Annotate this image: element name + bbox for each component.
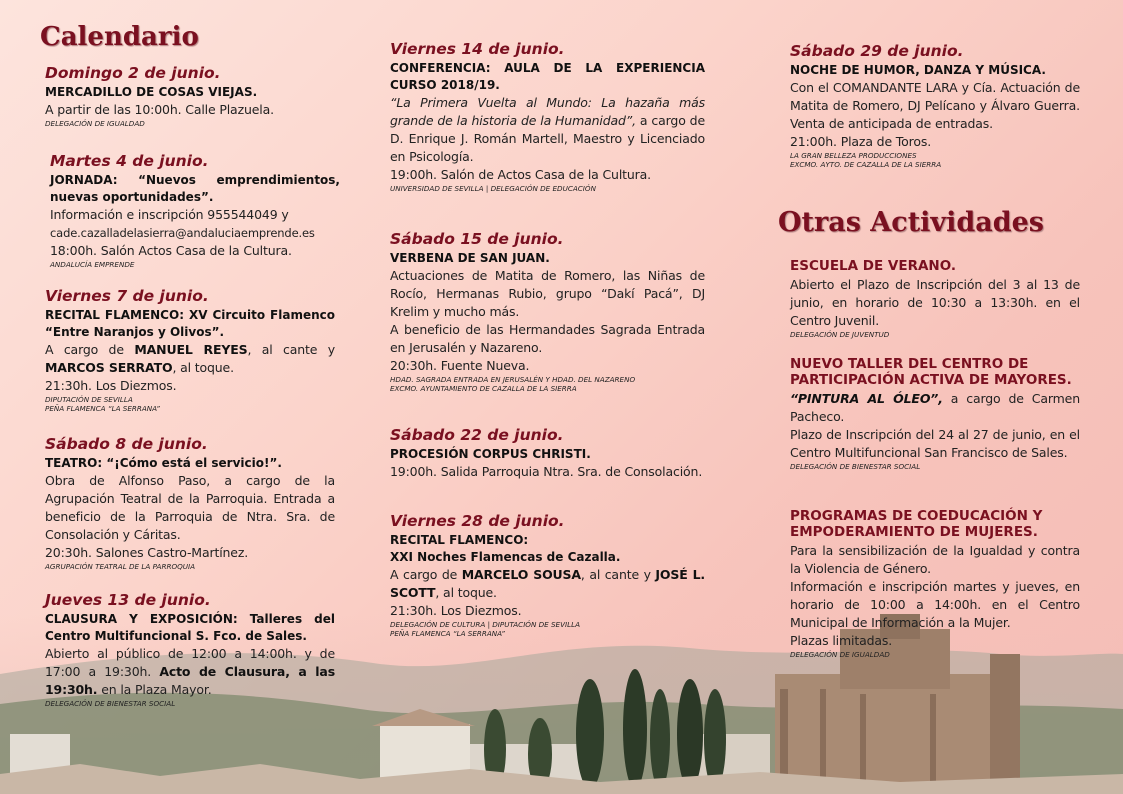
event-details: Información e inscripción 955544049 y: [50, 207, 289, 222]
text-run: a cargo de D. Enrique J. Román Martell, Maestro y Licenciado en Psicología.: [390, 113, 705, 164]
event-time-place: 21:30h. Los Diezmos.: [390, 603, 522, 618]
activity-details: Información e inscripción martes y jueves, en horario de 10:00 a 14:00h. en el Centro Municipal de Información a la Mujer.: [790, 579, 1080, 630]
artist-name: MARCELO SOUSA: [461, 567, 581, 582]
event-title: NOCHE DE HUMOR, DANZA Y MÚSICA.: [790, 63, 1046, 77]
event-date: Viernes 14 de junio.: [390, 40, 565, 58]
activity-title: PROGRAMAS DE COEDUCACIÓN Y EMPODERAMIENTO DE MUJERES.: [790, 508, 1043, 540]
text-run: , al toque.: [435, 585, 497, 600]
event-card: [45, 591, 335, 708]
text-run: A cargo de: [390, 567, 462, 582]
activity-organizer: DELEGACIÓN DE BIENESTAR SOCIAL: [790, 462, 921, 471]
event-card: [45, 64, 335, 128]
event-time-place: 20:30h. Salones Castro-Martínez.: [45, 545, 249, 560]
activity-details: Plazo de Inscripción del 24 al 27 de junio, en el Centro Multifuncional San Francisco de Sales.: [790, 427, 1080, 460]
workshop-name: “PINTURA AL ÓLEO”,: [790, 391, 943, 406]
event-date: Sábado 29 de junio.: [790, 42, 964, 60]
activity-card: [790, 258, 1080, 339]
event-details: [45, 645, 335, 699]
event-time-place: 21:00h. Plaza de Toros.: [790, 134, 932, 149]
event-title: TEATRO: “¡Cómo está el servicio!”.: [45, 456, 282, 470]
event-title: JORNADA: “Nuevos emprendimientos, nuevas oportunidades”.: [50, 173, 340, 204]
activity-details: Abierto el Plazo de Inscripción del 3 al 13 de junio, en horario de 10:30 a 13:30h. en el Centro Juvenil.: [790, 277, 1080, 328]
event-card: [45, 435, 335, 571]
event-card: [390, 512, 705, 638]
event-time-place: 18:00h. Salón Actos Casa de la Cultura.: [50, 243, 292, 258]
event-details: Obra de Alfonso Paso, a cargo de la Agrupación Teatral de la Parroquia. Entrada a beneficio de la Parroquia de Ntra. Sra. de Consolación y Cáritas.: [45, 473, 335, 542]
activity-card: [790, 508, 1080, 659]
event-title: CLAUSURA Y EXPOSICIÓN: Talleres del Centro Multifuncional S. Fco. de Sales.: [45, 612, 335, 643]
event-details: A partir de las 10:00h. Calle Plazuela.: [45, 102, 274, 117]
artist-name: JOSÉ L. SCOTT: [390, 567, 705, 600]
text-run: en la Plaza Mayor.: [97, 682, 212, 697]
activity-details: Plazas limitadas.: [790, 633, 893, 648]
event-subtitle: XXI Noches Flamencas de Cazalla.: [390, 550, 621, 564]
event-organizer: ANDALUCÍA EMPRENDE: [50, 260, 135, 269]
event-card: [390, 230, 705, 393]
event-details: Actuaciones de Matita de Romero, las Niñas de Rocío, Hermanas Rubio, grupo “Dakí Pacá”, DJ Krelim y mucho más.: [390, 268, 705, 319]
event-details: [390, 566, 705, 602]
event-organizer: PEÑA FLAMENCA “LA SERRANA”: [45, 404, 160, 413]
event-card: [50, 152, 340, 269]
text-run: Abierto al público de 12:00 a 14:00h. y de 17:00 a 19:30h.: [45, 646, 335, 679]
event-card: [790, 42, 1080, 169]
event-organizer: UNIVERSIDAD DE SEVILLA | DELEGACIÓN DE EDUCACIÓN: [390, 184, 596, 193]
event-title: RECITAL FLAMENCO: XV Circuito Flamenco “Entre Naranjos y Olivos”.: [45, 308, 335, 339]
lecture-title: “La Primera Vuelta al Mundo: La hazaña más grande de la historia de la Humanidad”,: [390, 95, 705, 128]
event-time-place: 21:30h. Los Diezmos.: [45, 378, 177, 393]
event-organizer: DELEGACIÓN DE CULTURA | DIPUTACIÓN DE SEVILLA: [390, 620, 581, 629]
event-card: [390, 40, 705, 193]
event-date: Viernes 28 de junio.: [390, 512, 565, 530]
activity-title: ESCUELA DE VERANO.: [790, 258, 957, 274]
event-date: Sábado 8 de junio.: [45, 435, 208, 453]
event-title: MERCADILLO DE COSAS VIEJAS.: [45, 85, 258, 99]
event-organizer: DELEGACIÓN DE IGUALDAD: [45, 119, 145, 128]
event-title: VERBENA DE SAN JUAN.: [390, 251, 550, 265]
event-details: [390, 94, 705, 166]
event-details: A beneficio de las Hermandades Sagrada Entrada en Jerusalén y Nazareno.: [390, 322, 705, 355]
event-time-place: 20:30h. Fuente Nueva.: [390, 358, 530, 373]
event-time-place: 19:00h. Salida Parroquia Ntra. Sra. de Consolación.: [390, 464, 703, 479]
text-run: , al cante y: [580, 567, 656, 582]
event-date: Sábado 22 de junio.: [390, 426, 564, 444]
event-organizer: HDAD. SAGRADA ENTRADA EN JERUSALÉN Y HDAD. DEL NAZARENO: [390, 375, 636, 384]
event-email: cade.cazalladelasierra@andaluciaemprende.es: [50, 226, 315, 240]
artist-name: MANUEL REYES: [134, 342, 248, 357]
event-date: Sábado 15 de junio.: [390, 230, 564, 248]
activity-details: [790, 390, 1080, 426]
text-run: , al cante y: [247, 342, 335, 357]
event-details: Con el COMANDANTE LARA y Cía. Actuación de Matita de Romero, DJ Pelícano y Álvaro Guerra. Venta de anticipada de entradas.: [790, 80, 1080, 131]
otras-actividades-heading: Otras Actividades: [778, 207, 1045, 238]
artist-name: MARCOS SERRATO: [45, 360, 173, 375]
event-organizer: AGRUPACIÓN TEATRAL DE LA PARROQUIA: [45, 562, 196, 571]
event-time-place: 19:00h. Salón de Actos Casa de la Cultura.: [390, 167, 651, 182]
activity-details: Para la sensibilización de la Igualdad y contra la Violencia de Género.: [790, 543, 1080, 576]
activity-title: NUEVO TALLER DEL CENTRO DE PARTICIPACIÓN ACTIVA DE MAYORES.: [790, 356, 1072, 388]
event-date: Jueves 13 de junio.: [45, 591, 211, 609]
event-details: [45, 341, 335, 377]
event-card: [45, 287, 335, 413]
event-title: CONFERENCIA: AULA DE LA EXPERIENCIA CURSO 2018/19.: [390, 61, 705, 92]
activity-organizer: DELEGACIÓN DE JUVENTUD: [790, 330, 890, 339]
event-organizer: EXCMO. AYTO. DE CAZALLA DE LA SIERRA: [790, 160, 942, 169]
event-organizer: LA GRAN BELLEZA PRODUCCIONES: [790, 151, 917, 160]
event-card: [390, 426, 705, 481]
calendario-heading: Calendario: [40, 22, 199, 52]
event-date: Domingo 2 de junio.: [45, 64, 221, 82]
event-date: Viernes 7 de junio.: [45, 287, 209, 305]
event-date: Martes 4 de junio.: [50, 152, 209, 170]
event-title: PROCESIÓN CORPUS CHRISTI.: [390, 447, 591, 461]
closing-ceremony-text: Acto de Clausura, a las 19:30h.: [45, 664, 335, 697]
text-run: a cargo de Carmen Pacheco.: [790, 391, 1080, 424]
event-organizer: DELEGACIÓN DE BIENESTAR SOCIAL: [45, 699, 176, 708]
event-title: RECITAL FLAMENCO:: [390, 533, 529, 547]
activity-card: [790, 356, 1080, 471]
event-organizer: PEÑA FLAMENCA “LA SERRANA”: [390, 629, 505, 638]
activity-organizer: DELEGACIÓN DE IGUALDAD: [790, 650, 890, 659]
text-run: , al toque.: [172, 360, 234, 375]
event-organizer: DIPUTACIÓN DE SEVILLA: [45, 395, 133, 404]
text-run: A cargo de: [45, 342, 135, 357]
event-organizer: EXCMO. AYUNTAMIENTO DE CAZALLA DE LA SIERRA: [390, 384, 577, 393]
